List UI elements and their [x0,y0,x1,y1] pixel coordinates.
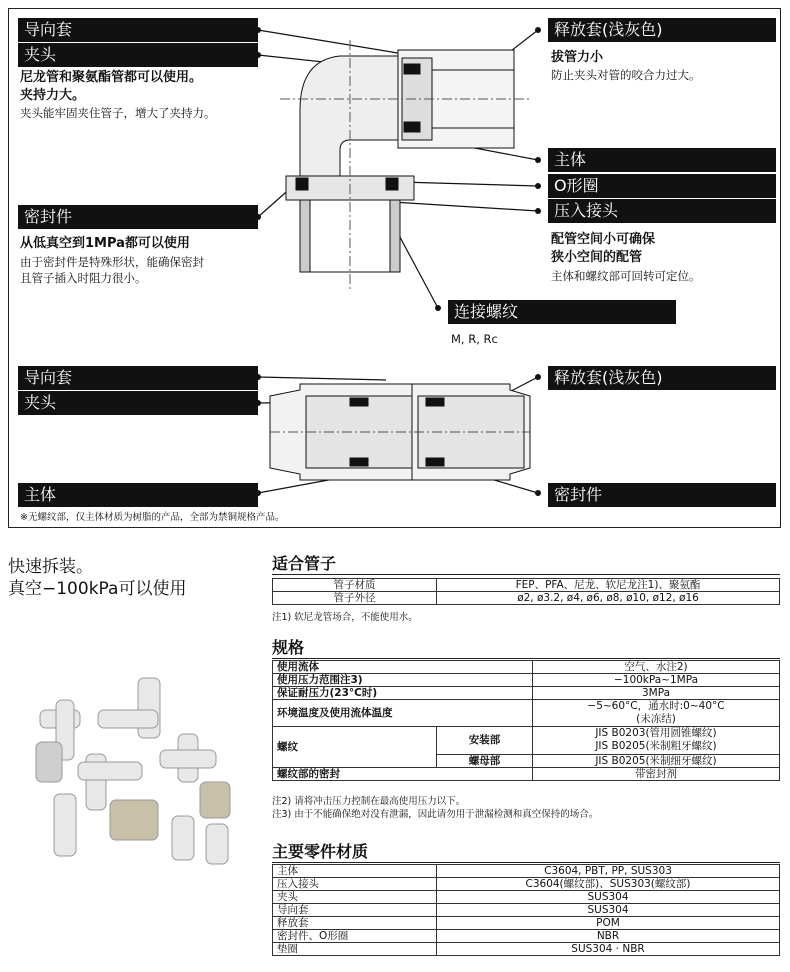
table-row [273,891,780,904]
part-name: 压入接头 [273,878,437,891]
press-desc-bold-1: 配管空间小可确保 [551,232,656,247]
tube-rule [272,574,780,575]
parts-table [272,864,780,956]
part-material: C3604, PBT, PP, SUS303 [437,865,780,878]
seal-desc-text-2: 且管子插入时阻力很小。 [20,271,147,285]
table-row [273,768,780,781]
table-row [273,579,780,592]
spec-fluid-key: 使用流体 [273,661,533,674]
release-desc-bold: 拔管力小 [551,50,604,65]
spec-rule [272,658,780,659]
tube-note: 注1) 软尼龙管场合，不能使用水。 [272,612,418,623]
label-thread: 连接螺纹 [448,300,676,324]
spec-temp-key: 环境温度及使用流体温度 [273,700,533,727]
part-name: 密封件、O形圈 [273,930,437,943]
table-row [273,700,780,727]
tube-material-key: 管子材质 [273,579,437,592]
chuck-desc-bold-2: 夹持力大。 [20,88,86,103]
spec-pressure-key: 使用压力范围注3) [273,674,533,687]
part-material: SUS304 [437,904,780,917]
feature-line-2: 真空−100kPa可以使用 [8,579,187,599]
label-chuck-2: 夹头 [18,391,258,415]
seal-desc-bold: 从低真空到1MPa都可以使用 [20,236,190,251]
tube-od-key: 管子外径 [273,592,437,605]
table-row [273,674,780,687]
table-row [273,727,780,755]
elbow-body [280,40,530,290]
seal-desc-text-1: 由于密封件是特殊形状，能确保密封 [20,255,204,269]
spec-thread-mount-val: JIS B0203(管用圆锥螺纹) JIS B0205(米制粗牙螺纹) [533,727,780,755]
label-guide: 导向套 [18,18,258,42]
spec-proof-val: 3MPa [533,687,780,700]
spec-pressure-val: −100kPa~1MPa [533,674,780,687]
tube-material-val: FEP、PFA、尼龙、软尼龙注1)、聚氨酯 [437,579,780,592]
label-seal: 密封件 [18,205,258,229]
label-guide-2: 导向套 [18,366,258,390]
thread-types: M, R, Rc [451,332,498,346]
spec-thread-nut-key: 螺母部 [437,754,533,767]
spec-note-2: 注3) 由于不能确保绝对没有泄漏，因此请勿用于泄漏检测和真空保持的场合。 [272,809,599,820]
spec-thread-mount-key: 安装部 [437,727,533,755]
label-release-2: 释放套(浅灰色) [548,366,776,390]
parts-rule [272,862,780,863]
part-name: 垫圈 [273,943,437,956]
table-row [273,917,780,930]
chuck-desc-text: 夹头能牢固夹住管子，增大了夹持力。 [20,106,216,120]
parts-title: 主要零件材质 [272,842,369,861]
tube-od-val: ø2, ø3.2, ø4, ø6, ø8, ø10, ø12, ø16 [437,592,780,605]
table-row [273,878,780,891]
table-row [273,904,780,917]
product-photo [30,670,250,870]
label-chuck: 夹头 [18,43,258,67]
label-oring: O形圈 [548,174,776,198]
material-note: ※无螺纹部，仅主体材质为树脂的产品，全部为禁铜规格产品。 [20,512,285,523]
release-desc-text: 防止夹头对管的咬合力过大。 [551,68,701,82]
label-release: 释放套(浅灰色) [548,18,776,42]
spec-seal-val: 带密封剂 [533,768,780,781]
press-desc-bold-2: 狭小空间的配管 [551,250,643,265]
part-material: POM [437,917,780,930]
label-body: 主体 [548,148,776,172]
press-desc-text: 主体和螺纹部可回转可定位。 [551,269,701,283]
chuck-desc-bold-1: 尼龙管和聚氨酯管都可以使用。 [20,70,203,85]
label-press: 压入接头 [548,199,776,223]
spec-fluid-val: 空气、水注2) [533,661,780,674]
spec-temp-val: −5~60°C，通水时:0~40°C (未冻结) [533,700,780,727]
part-name: 主体 [273,865,437,878]
tube-table [272,578,780,605]
label-body-2: 主体 [18,483,258,507]
spec-note-1: 注2) 请将冲击压力控制在最高使用压力以下。 [272,796,466,807]
table-row [273,661,780,674]
feature-line-1: 快速拆装。 [8,557,93,577]
table-row [273,865,780,878]
part-material: C3604(螺纹部)、SUS303(螺纹部) [437,878,780,891]
spec-title: 规格 [272,638,305,657]
spec-table [272,660,780,781]
part-name: 导向套 [273,904,437,917]
part-material: SUS304 · NBR [437,943,780,956]
parts-body [273,865,780,956]
spec-thread-nut-val: JIS B0205(米制细牙螺纹) [533,754,780,767]
table-row [273,930,780,943]
spec-thread-key: 螺纹 [273,727,437,768]
label-seal-2: 密封件 [548,483,776,507]
table-row [273,943,780,956]
spec-seal-key: 螺纹部的密封 [273,768,533,781]
tube-title: 适合管子 [272,554,337,573]
part-name: 释放套 [273,917,437,930]
union-body [270,384,530,480]
table-row [273,592,780,605]
spec-proof-key: 保证耐压力(23°C时) [273,687,533,700]
part-material: SUS304 [437,891,780,904]
part-name: 夹头 [273,891,437,904]
part-material: NBR [437,930,780,943]
table-row [273,687,780,700]
